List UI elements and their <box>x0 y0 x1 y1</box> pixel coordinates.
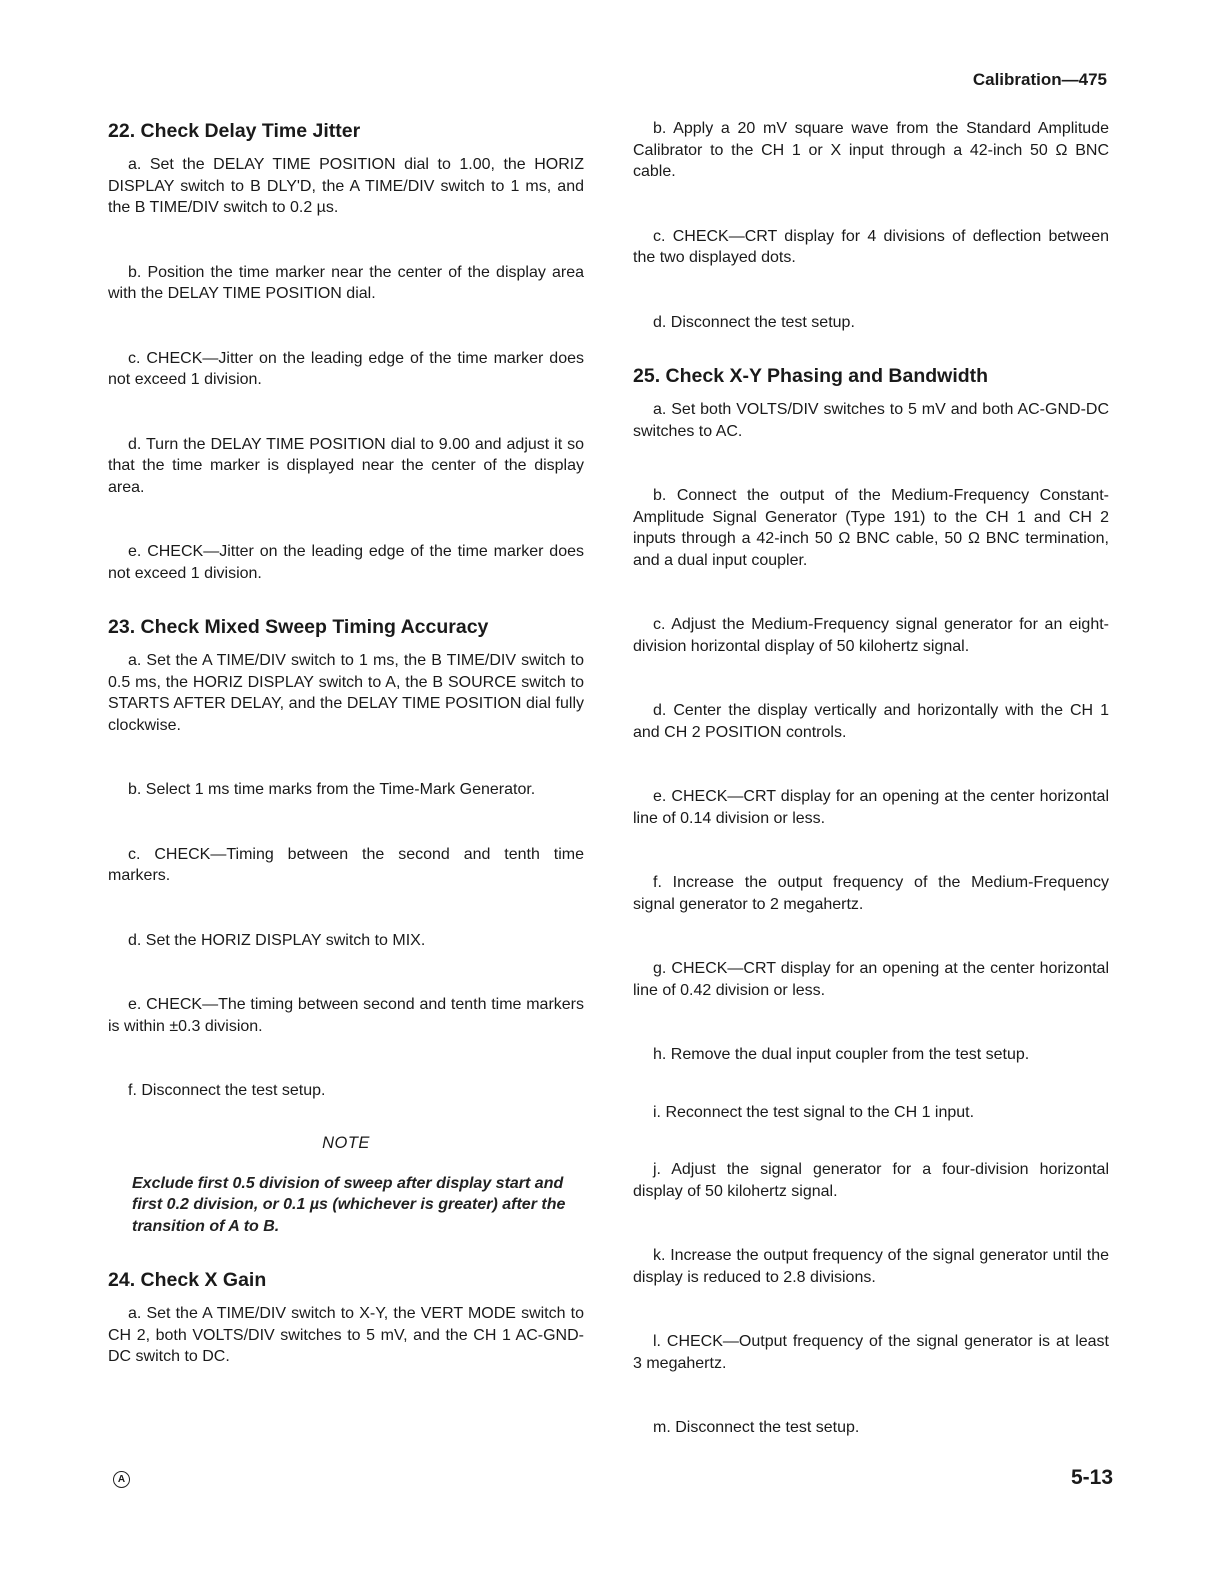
step-25m: m. Disconnect the test setup. <box>653 1419 860 1436</box>
step-22a: a. Set the DELAY TIME POSITION dial to 1.00, the HORIZ DISPLAY switch to B DLY'D, the A TIME/DIV switch to 1 ms, and the B TIME/DIV switch to 0.2 µs. <box>108 156 584 216</box>
step-25h: h. Remove the dual input coupler from the test setup. <box>653 1046 1030 1063</box>
step-25c: c. Adjust the Medium-Frequency signal generator for an eight-division horizontal display of 50 kilohertz signal. <box>633 616 1109 655</box>
step-22e: e. CHECK—Jitter on the leading edge of the time marker does not exceed 1 division. <box>108 543 584 582</box>
section-25 <box>633 363 1109 1439</box>
step-23e: e. CHECK—The timing between second and tenth time markers is within ±0.3 division. <box>108 996 584 1035</box>
section-heading: 24. Check X Gain <box>108 1269 267 1291</box>
step-25d: d. Center the display vertically and horizontally with the CH 1 and CH 2 POSITION controls. <box>633 702 1109 741</box>
step-22d: d. Turn the DELAY TIME POSITION dial to 9.00 and adjust it so that the time marker is displayed near the center of the display area. <box>108 435 584 496</box>
step-22b: b. Position the time marker near the center of the display area with the DELAY TIME POSITION dial. <box>108 263 584 302</box>
section-23 <box>108 614 584 1237</box>
step-23a: a. Set the A TIME/DIV switch to 1 ms, the B TIME/DIV switch to 0.5 ms, the HORIZ DISPLAY switch to A, the B SOURCE switch to STARTS AFTER DELAY, and the DELAY TIME POSITION dial fully clockwise. <box>108 652 584 734</box>
step-25j: j. Adjust the signal generator for a four-division horizontal display of 50 kilohertz signal. <box>633 1161 1109 1200</box>
note-title: NOTE <box>322 1133 370 1152</box>
section-22 <box>108 118 584 584</box>
step-25g: g. CHECK—CRT display for an opening at the center horizontal line of 0.42 division or less. <box>633 960 1109 999</box>
step-25f: f. Increase the output frequency of the Medium-Frequency signal generator to 2 megahertz. <box>633 874 1109 913</box>
page-number: 5-13 <box>1070 1466 1113 1489</box>
step-23d: d. Set the HORIZ DISPLAY switch to MIX. <box>128 931 426 949</box>
step-25k: k. Increase the output frequency of the signal generator until the display is reduced to 2.8 divisions. <box>633 1247 1109 1286</box>
step-23b: b. Select 1 ms time marks from the Time-Mark Generator. <box>128 781 536 798</box>
step-24a: a. Set the A TIME/DIV switch to X-Y, the VERT MODE switch to CH 2, both VOLTS/DIV switches to 5 mV, and the CH 1 AC-GND-DC switch to DC. <box>108 1305 584 1365</box>
step-25e: e. CHECK—CRT display for an opening at the center horizontal line of 0.14 division or less. <box>633 788 1109 827</box>
step-24c: c. CHECK—CRT display for 4 divisions of deflection between the two displayed dots. <box>633 227 1109 266</box>
left-column <box>108 118 584 1411</box>
note-body: Exclude first 0.5 division of sweep after display start and first 0.2 division, or 0.1 µs (whichever is greater) after the transition of A to B. <box>132 1174 566 1235</box>
step-25l: l. CHECK—Output frequency of the signal generator is at least 3 megahertz. <box>633 1333 1109 1372</box>
step-25i: i. Reconnect the test signal to the CH 1 input. <box>653 1103 975 1121</box>
section-heading: 23. Check Mixed Sweep Timing Accuracy <box>108 616 489 638</box>
section-heading: 22. Check Delay Time Jitter <box>108 120 361 142</box>
step-24b: b. Apply a 20 mV square wave from the Standard Amplitude Calibrator to the CH 1 or X input through a 42-inch 50 Ω BNC cable. <box>633 120 1109 180</box>
step-23c: c. CHECK—Timing between the second and tenth time markers. <box>108 845 584 884</box>
step-24d: d. Disconnect the test setup. <box>653 313 855 331</box>
revision-mark: A <box>113 1471 130 1488</box>
step-25b: b. Connect the output of the Medium-Frequency Constant-Amplitude Signal Generator (Type 191) to the CH 1 and CH 2 inputs through a 42-inch 50 Ω BNC cable, 50 Ω BNC termination, and a dual input coupler. <box>633 487 1109 569</box>
step-22c: c. CHECK—Jitter on the leading edge of the time marker does not exceed 1 division. <box>108 349 584 388</box>
right-column <box>633 118 1109 1482</box>
running-header: Calibration—475 <box>972 70 1107 89</box>
section-24-continued <box>633 118 1109 333</box>
step-23f: f. Disconnect the test setup. <box>128 1082 326 1099</box>
section-heading: 25. Check X-Y Phasing and Bandwidth <box>633 365 989 387</box>
step-25a: a. Set both VOLTS/DIV switches to 5 mV and both AC-GND-DC switches to AC. <box>633 401 1109 440</box>
section-24 <box>108 1267 584 1368</box>
